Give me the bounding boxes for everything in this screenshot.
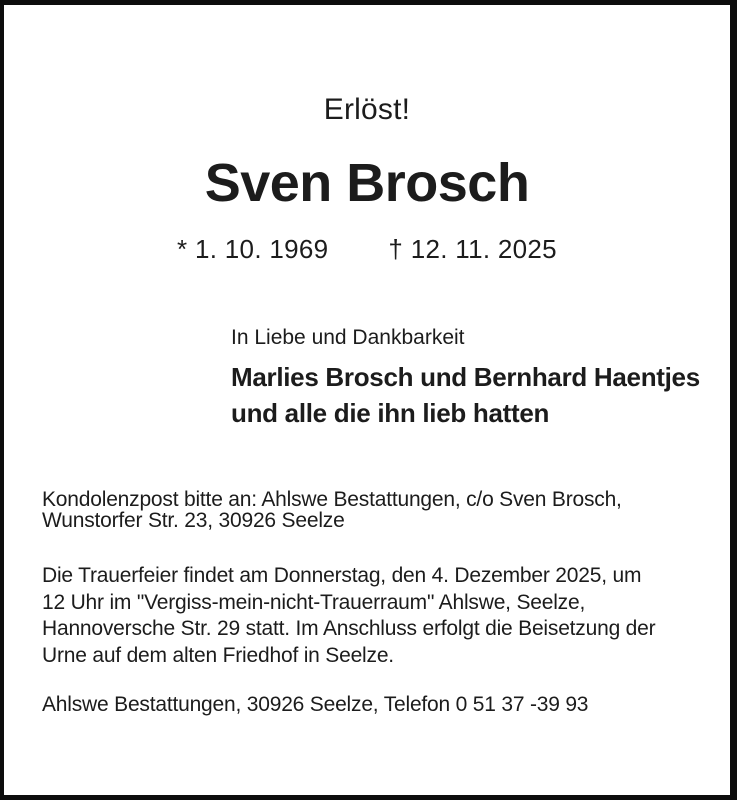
death-date: † 12. 11. 2025 [388,234,557,264]
condolence-address-block [42,489,730,531]
epitaph-text: Erlöst! [323,93,411,126]
mourners-names-line: Marlies Brosch und Bernhard Haentjes [231,362,700,392]
birth-date: * 1. 10. 1969 [177,234,329,264]
deceased-name: Sven Brosch [204,153,530,213]
mourners-others-line: und alle die ihn lieb hatten [231,398,550,428]
service-line-2: 12 Uhr im "Vergiss-mein-nicht-Trauerraum" Ahlswe, Seelze, [42,590,586,614]
mourners-block [231,325,730,431]
tribute-intro: In Liebe und Dankbarkeit [231,326,465,349]
condolence-line-1: Kondolenzpost bitte an: Ahlswe Bestattungen, c/o Sven Brosch, [42,488,622,511]
funeral-service-details [42,563,730,669]
service-line-4: Urne auf dem alten Friedhof in Seelze. [42,643,394,667]
service-line-1: Die Trauerfeier findet am Donnerstag, den 4. Dezember 2025, um [42,564,642,587]
life-dates-row [4,233,730,265]
condolence-line-2: Wunstorfer Str. 23, 30926 Seelze [42,509,345,532]
service-line-3: Hannoversche Str. 29 statt. Im Anschluss erfolgt die Beisetzung der [42,617,656,640]
funeral-home-footer: Ahlswe Bestattungen, 30926 Seelze, Telefon 0 51 37 -39 93 [42,693,589,716]
